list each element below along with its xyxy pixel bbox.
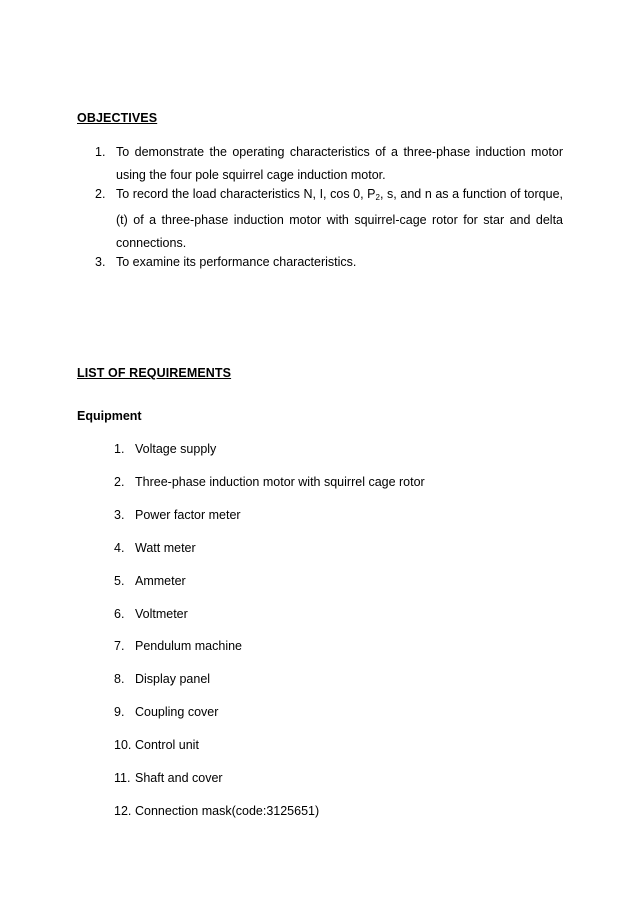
equipment-number: 12. xyxy=(114,804,132,818)
equipment-label: Shaft and cover xyxy=(135,771,223,785)
objective-text: To examine its performance characteristics. xyxy=(116,255,357,269)
objectives-heading: OBJECTIVES xyxy=(77,111,158,125)
equipment-item xyxy=(114,639,242,653)
objective-text-part: , s, and n as a function of torque, (t) of a three-phase induction motor with squirrel-cage rotor for star and delta connections. xyxy=(116,187,564,250)
objective-text xyxy=(116,183,563,255)
equipment-label: Display panel xyxy=(135,672,211,686)
objective-text-part: To record the load characteristics N, I, cos 0, P xyxy=(116,187,376,201)
equipment-item xyxy=(114,508,241,522)
equipment-item xyxy=(114,804,319,818)
objective-item xyxy=(95,141,563,187)
equipment-number: 8. xyxy=(114,672,125,686)
objective-item xyxy=(95,183,563,255)
equipment-item xyxy=(114,705,218,719)
equipment-item xyxy=(114,672,210,686)
equipment-label: Pendulum machine xyxy=(135,639,243,653)
equipment-label: Connection mask(code:3125651) xyxy=(135,804,320,818)
objective-number: 1. xyxy=(95,145,106,159)
equipment-number: 6. xyxy=(114,607,125,621)
objective-text-subscript: 2 xyxy=(375,193,380,202)
objective-number: 3. xyxy=(95,255,106,269)
equipment-number: 10. xyxy=(114,738,132,752)
equipment-number: 4. xyxy=(114,541,125,555)
equipment-label: Ammeter xyxy=(135,574,186,588)
equipment-heading: Equipment xyxy=(77,409,142,423)
equipment-number: 2. xyxy=(114,475,125,489)
requirements-heading: LIST OF REQUIREMENTS xyxy=(77,366,232,380)
equipment-item xyxy=(114,771,223,785)
equipment-number: 1. xyxy=(114,442,125,456)
equipment-label: Voltage supply xyxy=(135,442,217,456)
objective-text: To demonstrate the operating characteristics of a three-phase induction motor using the four pole squirrel cage induction motor. xyxy=(116,145,563,182)
equipment-label: Watt meter xyxy=(135,541,196,555)
equipment-label: Control unit xyxy=(135,738,199,752)
equipment-item xyxy=(114,442,216,456)
equipment-number: 3. xyxy=(114,508,125,522)
equipment-label: Three-phase induction motor with squirrel cage rotor xyxy=(135,475,425,489)
equipment-number: 7. xyxy=(114,639,125,653)
equipment-item xyxy=(114,607,188,621)
equipment-number: 11. xyxy=(114,771,131,785)
equipment-item xyxy=(114,574,186,588)
equipment-label: Power factor meter xyxy=(135,508,241,522)
equipment-item xyxy=(114,475,425,489)
equipment-item xyxy=(114,541,196,555)
objective-item xyxy=(95,251,563,274)
equipment-label: Coupling cover xyxy=(135,705,219,719)
equipment-label: Voltmeter xyxy=(135,607,188,621)
equipment-number: 5. xyxy=(114,574,125,588)
equipment-item xyxy=(114,738,199,752)
objective-number: 2. xyxy=(95,187,106,201)
equipment-number: 9. xyxy=(114,705,125,719)
